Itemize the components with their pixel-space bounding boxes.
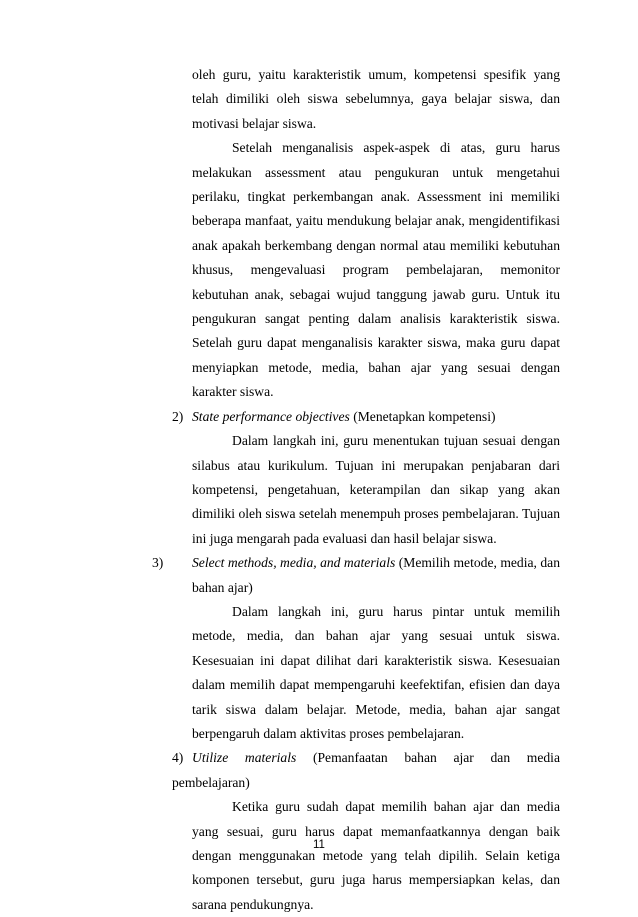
intro-paragraph: oleh guru, yaitu karakteristik umum, kompetensi spesifik yang telah dimiliki oleh siswa sebelumnya, gaya belajar siswa, dan motivasi belajar siswa.	[192, 67, 560, 131]
item-2-title-italic: State performance objectives	[192, 408, 350, 424]
page-number: 11	[313, 839, 325, 851]
item-3-title-rest: (Memilih metode, media, dan bahan ajar)	[192, 555, 560, 595]
item-2-heading	[0, 405, 638, 429]
item-2-body: Dalam langkah ini, guru menentukan tujuan sesuai dengan silabus atau kurikulum. Tujuan ini merupakan penjabaran dari kompetensi, pengetahuan, keterampilan dan sikap yang akan dimiliki oleh siswa setelah menempuh proses pembelajaran. Tujuan ini juga mengarah pada evaluasi dan hasil belajar siswa.	[192, 433, 560, 546]
item-4-title-rest: (Pemanfaatan bahan ajar dan media pembelajaran)	[172, 750, 560, 790]
item-2-number: 2)	[172, 408, 184, 424]
item-3-number: 3)	[152, 555, 164, 571]
page-body	[0, 63, 638, 917]
item-3-heading	[0, 551, 638, 600]
item-4-heading	[0, 746, 638, 795]
item-2-title-rest: (Menetapkan kompetensi)	[349, 408, 496, 424]
item-4-title-italic: Utilize materials	[192, 750, 297, 766]
assessment-paragraph: Setelah menganalisis aspek-aspek di atas, guru harus melakukan assessment atau pengukuran untuk mengetahui perilaku, tingkat perkembangan anak. Assessment ini memiliki beberapa manfaat, yaitu mendukung belajar anak, mengidentifikasi anak apakah berkembang dengan normal atau memiliki kebutuhan khusus, mengevaluasi program pembelajaran, memonitor kebutuhan anak, sebagai wujud tanggung jawab guru. Untuk itu pengukuran sangat penting dalam analisis karakteristik siswa. Setelah guru dapat menganalisis karakter siswa, maka guru dapat menyiapkan metode, media, bahan ajar yang sesuai dengan karakter siswa.	[192, 140, 560, 400]
item-4-body: Ketika guru sudah dapat memilih bahan ajar dan media yang sesuai, guru harus dapat memanfaatkannya dengan baik dengan menggunakan metode yang telah dipilih. Selain ketiga komponen tersebut, guru juga harus mempersiapkan kelas, dan sarana pendukungnya.	[192, 799, 560, 912]
item-4-number: 4)	[172, 750, 184, 766]
item-3-body: Dalam langkah ini, guru harus pintar untuk memilih metode, media, dan bahan ajar yang sesuai untuk siswa. Kesesuaian ini dapat dilihat dari karakteristik siswa. Kesesuaian dalam memilih dapat mempengaruhi keefektifan, efisien dan daya tarik siswa dalam belajar. Metode, media, bahan ajar sangat berpengaruh dalam aktivitas proses pembelajaran.	[192, 603, 560, 741]
item-3-title-italic: Select methods, media, and materials	[192, 555, 396, 571]
